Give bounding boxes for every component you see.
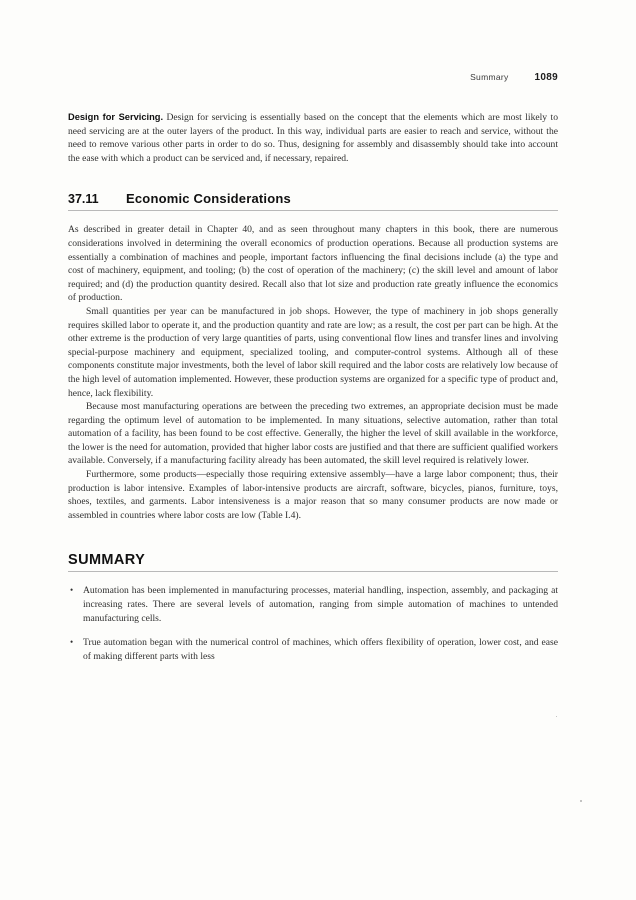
running-header-label: Summary: [470, 72, 509, 82]
list-item-text: Automation has been implemented in manufacturing processes, material handling, inspection, assembly, and packaging at increasing rates. There are several levels of automation, ranging from simple automation of machines to untended manufacturing cells.: [83, 585, 558, 624]
summary-divider: [68, 571, 558, 572]
section-paragraph-1: As described in greater detail in Chapter 40, and as seen throughout many chapters in this book, there are numerous considerations involved in determining the overall economics of production operations. Because all production systems are essentially a combination of machines and people, important factors influencing the final decisions include (a) the type and cost of machinery, equipment, and tooling; (b) the cost of operation of the machinery; (c) the skill level and amount of labor required; and (d) the production quantity desired. Recall also that lot size and production rate greatly influence the economics of production.: [68, 224, 558, 304]
list-item: [68, 636, 558, 663]
section-number: 37.11: [68, 192, 99, 207]
page-speck: [580, 800, 582, 802]
design-for-servicing-text: Design for servicing is essentially based on the concept that the elements which are most likely to need servicing are at the outer layers of the product. In this way, individual parts are easier to reach and service, without the need to remove various other parts in order to do so. Thus, designing for assembly and disassembly should take into account the ease with which a product can be serviced and, if necessary, repaired.: [68, 112, 558, 164]
section-title: Economic Considerations: [126, 191, 291, 207]
section-paragraph-3: Because most manufacturing operations are between the preceding two extremes, an appropriate decision must be made regarding the optimum level of automation to be implemented. In many situations, selective automation, rather than total automation of a facility, has been found to be cost effective. Generally, the higher the level of skill available in the workforce, the lower is the need for automation, provided that higher labor costs are justified and that there are sufficient qualified workers available. Conversely, if a manufacturing facility already has been automated, the skill level required is relatively lower.: [68, 401, 558, 467]
page-speck: [556, 716, 557, 717]
bullet-icon: •: [70, 637, 74, 648]
page-number: 1089: [534, 72, 558, 83]
summary-heading: SUMMARY: [68, 552, 146, 569]
design-for-servicing-paragraph: [68, 111, 558, 165]
section-heading: [68, 191, 558, 206]
section-paragraph-4: Furthermore, some products—especially those requiring extensive assembly—have a large labor component; thus, their production is labor intensive. Examples of labor-intensive products are aircraft, software, bicycles, pianos, furniture, toys, shoes, textiles, and garments. Labor intensiveness is a major reason that so many consumer products are now made or assembled in countries where labor costs are low (Table I.4).: [68, 469, 558, 521]
running-header: [68, 72, 558, 83]
section-paragraph-2: Small quantities per year can be manufactured in job shops. However, the type of machinery in job shops generally requires skilled labor to operate it, and the production quantity and rate are low; as a result, the cost per part can be high. At the other extreme is the production of very large quantities of parts, using conventional flow lines and transfer lines and involving special-purpose machinery and equipment, specialized tooling, and computer-control systems. Although all of these components constitute major investments, both the level of labor skill required and the labor costs are relatively low because of the high level of automation implemented. However, these production systems are organized for a specific type of product and, hence, lack flexibility.: [68, 305, 558, 399]
page-content: [68, 72, 558, 674]
section-divider: [68, 210, 558, 211]
bullet-icon: •: [70, 585, 74, 596]
list-item: [68, 584, 558, 625]
summary-list: [68, 584, 558, 663]
list-item-text: True automation began with the numerical control of machines, which offers flexibility of operation, lower cost, and ease of making different parts with less: [83, 637, 558, 662]
design-for-servicing-heading: Design for Servicing.: [68, 112, 164, 122]
